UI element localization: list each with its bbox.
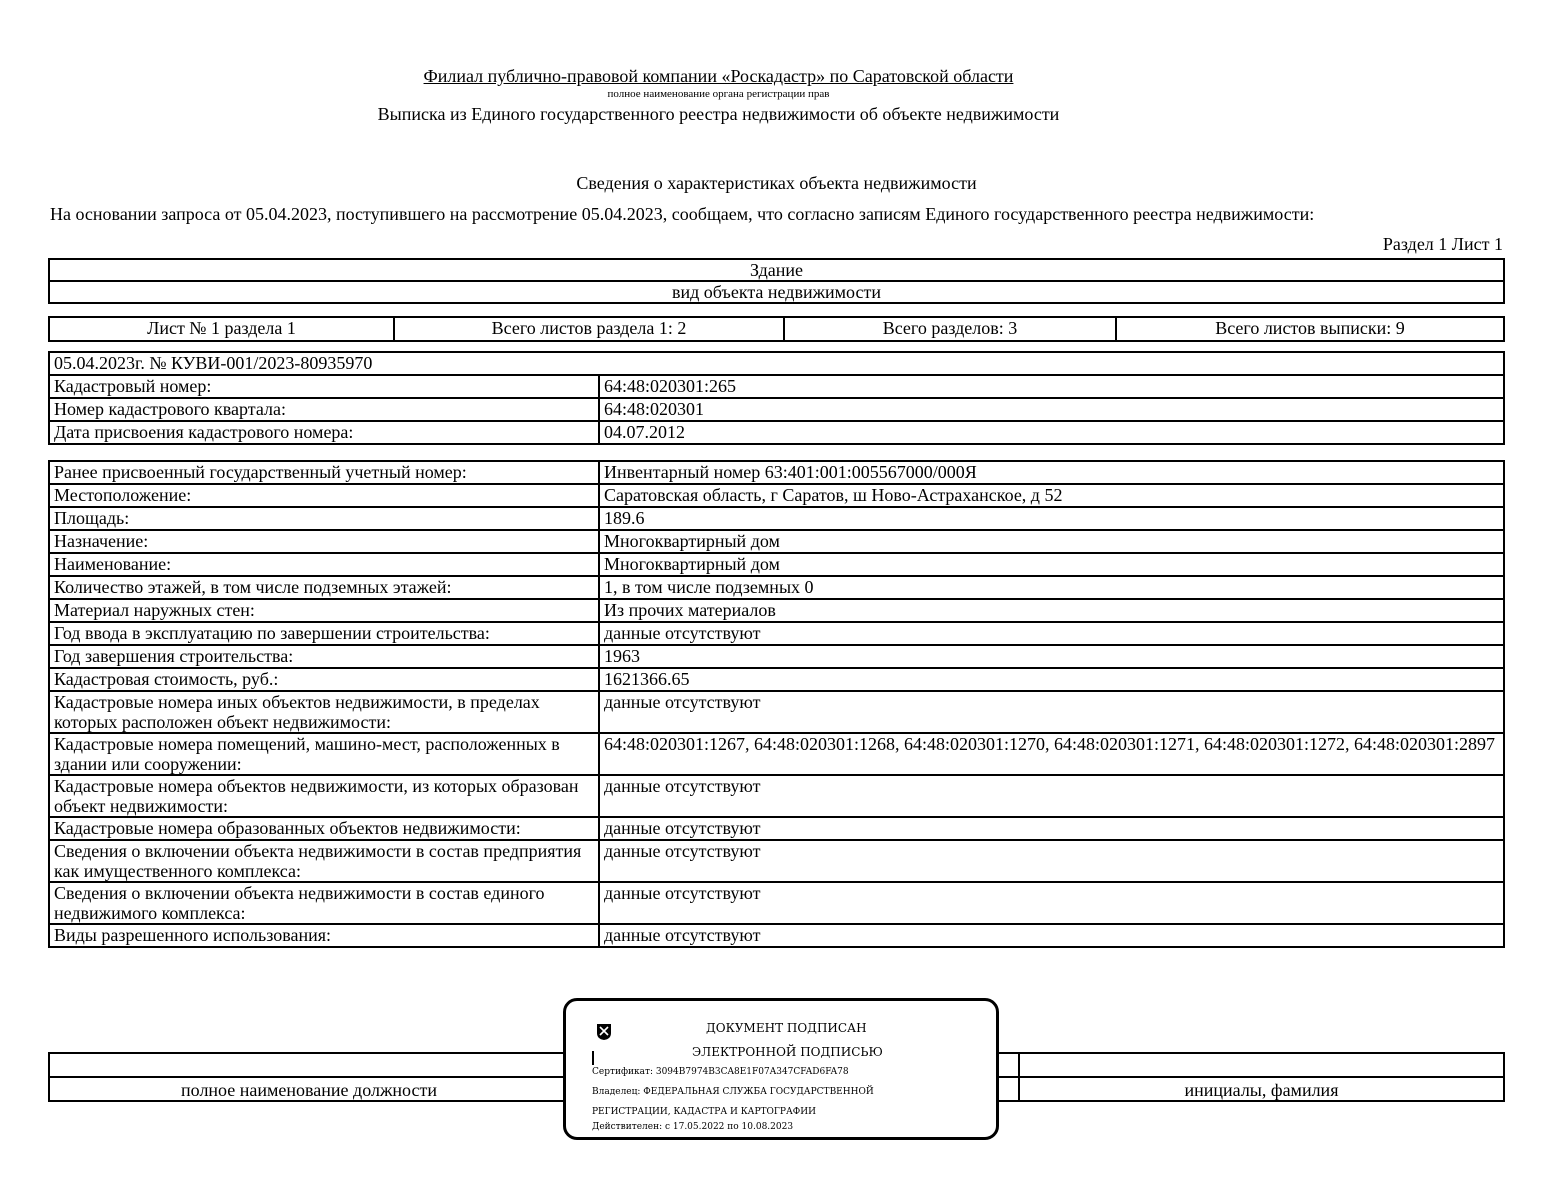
- stamp-line-1: ДОКУМЕНТ ПОДПИСАН: [706, 1021, 867, 1035]
- table-row: [49, 924, 1504, 947]
- table-row-value: 1, в том числе подземных 0: [599, 576, 1504, 599]
- table-row-label: Виды разрешенного использования:: [49, 924, 599, 947]
- table-row: [49, 622, 1504, 645]
- table-row-label: Кадастровые номера иных объектов недвижимости, в пределах которых расположен объект недвижимости:: [49, 691, 599, 733]
- table-row-value: данные отсутствуют: [599, 882, 1504, 924]
- table-row: [49, 484, 1504, 507]
- table-row-label: Номер кадастрового квартала:: [49, 398, 599, 421]
- table-row-value: данные отсутствуют: [599, 924, 1504, 947]
- table-row: [49, 668, 1504, 691]
- table-row: [49, 840, 1504, 882]
- table-row: [49, 553, 1504, 576]
- section-sheet-reference: Раздел 1 Лист 1: [1382, 234, 1503, 254]
- sheets-in-section: Всего листов раздела 1: 2: [394, 317, 784, 341]
- identification-table: [48, 351, 1505, 445]
- table-row: [49, 461, 1504, 484]
- table-row-value: 1621366.65: [599, 668, 1504, 691]
- name-caption: инициалы, фамилия: [1019, 1077, 1504, 1101]
- table-row-value: Из прочих материалов: [599, 599, 1504, 622]
- table-row-label: Кадастровые номера объектов недвижимости, из которых образован объект недвижимости:: [49, 775, 599, 817]
- table-row: [49, 645, 1504, 668]
- coat-of-arms-icon: [596, 1023, 612, 1041]
- cadastral-date: 04.07.2012: [599, 421, 1504, 444]
- table-row-value: 64:48:020301:1267, 64:48:020301:1268, 64:48:020301:1270, 64:48:020301:1271, 64:48:020301:1272, 64:48:020301:2897: [599, 733, 1504, 775]
- table-row-label: Год завершения строительства:: [49, 645, 599, 668]
- table-row-label: Количество этажей, в том числе подземных этажей:: [49, 576, 599, 599]
- agency-name: Филиал публично-правовой компании «Роскадастр» по Саратовской области: [423, 66, 1014, 86]
- cadastral-quarter: 64:48:020301: [599, 398, 1504, 421]
- table-row: [49, 817, 1504, 840]
- agency-caption: полное наименование органа регистрации прав: [607, 88, 830, 100]
- table-row: [49, 576, 1504, 599]
- table-row-value: 1963: [599, 645, 1504, 668]
- table-row-label: Кадастровые номера образованных объектов недвижимости:: [49, 817, 599, 840]
- table-row-label: Кадастровые номера помещений, машино-мест, расположенных в здании или сооружении:: [49, 733, 599, 775]
- stamp-certificate: Сертификат: 3094B7974B3CA8E1F07A347CFAD6FA78: [592, 1067, 849, 1077]
- table-row-label: Материал наружных стен:: [49, 599, 599, 622]
- characteristics-table: [48, 460, 1505, 948]
- table-row-value: данные отсутствуют: [599, 817, 1504, 840]
- table-row-label: Назначение:: [49, 530, 599, 553]
- table-row-value: данные отсутствуют: [599, 840, 1504, 882]
- table-row-label: Сведения о включении объекта недвижимости в состав единого недвижимого комплекса:: [49, 882, 599, 924]
- table-row-label: Наименование:: [49, 553, 599, 576]
- extract-title: Выписка из Единого государственного реестра недвижимости об объекте недвижимости: [377, 104, 1060, 124]
- table-row-label: Год ввода в эксплуатацию по завершении строительства:: [49, 622, 599, 645]
- table-row-label: Местоположение:: [49, 484, 599, 507]
- table-row-value: данные отсутствуют: [599, 622, 1504, 645]
- table-row-label: Кадастровый номер:: [49, 375, 599, 398]
- table-row: [49, 599, 1504, 622]
- table-row-label: Площадь:: [49, 507, 599, 530]
- table-row-value: Инвентарный номер 63:401:001:005567000/000Я: [599, 461, 1504, 484]
- sections-total: Всего разделов: 3: [784, 317, 1116, 341]
- table-row: [49, 691, 1504, 733]
- table-row-value: Многоквартирный дом: [599, 553, 1504, 576]
- table-row-label: Дата присвоения кадастрового номера:: [49, 421, 599, 444]
- table-row-label: Кадастровая стоимость, руб.:: [49, 668, 599, 691]
- sheet-number: Лист № 1 раздела 1: [49, 317, 394, 341]
- sheet-info-table: [48, 316, 1505, 342]
- table-row-value: данные отсутствуют: [599, 775, 1504, 817]
- stamp-owner-cont: РЕГИСТРАЦИИ, КАДАСТРА И КАРТОГРАФИИ: [592, 1107, 816, 1117]
- object-kind-caption: вид объекта недвижимости: [49, 281, 1504, 303]
- request-basis-text: На основании запроса от 05.04.2023, поступившего на рассмотрение 05.04.2023, сообщаем, что согласно записям Единого государственного реестра недвижимости:: [50, 204, 1315, 224]
- table-row-label: Сведения о включении объекта недвижимости в состав предприятия как имущественного комплекса:: [49, 840, 599, 882]
- stamp-line-2: ЭЛЕКТРОННОЙ ПОДПИСЬЮ: [692, 1045, 883, 1059]
- table-row-value: Саратовская область, г Саратов, ш Ново-Астраханское, д 52: [599, 484, 1504, 507]
- object-kind-table: [48, 258, 1505, 304]
- electronic-signature-stamp: [563, 998, 999, 1140]
- table-row-value: 189.6: [599, 507, 1504, 530]
- stamp-owner: Владелец: ФЕДЕРАЛЬНАЯ СЛУЖБА ГОСУДАРСТВЕННОЙ: [592, 1087, 874, 1097]
- position-caption: полное наименование должности: [49, 1077, 569, 1101]
- table-row-value: Многоквартирный дом: [599, 530, 1504, 553]
- table-row: [49, 775, 1504, 817]
- table-row: [49, 882, 1504, 924]
- object-kind: Здание: [49, 259, 1504, 281]
- stamp-validity: Действителен: с 17.05.2022 по 10.08.2023: [592, 1122, 794, 1132]
- table-row: [49, 530, 1504, 553]
- table-row: [49, 507, 1504, 530]
- table-row-value: данные отсутствуют: [599, 691, 1504, 733]
- cadastral-number: 64:48:020301:265: [599, 375, 1504, 398]
- section-title: Сведения о характеристиках объекта недвижимости: [576, 173, 977, 193]
- table-row-label: Ранее присвоенный государственный учетный номер:: [49, 461, 599, 484]
- request-number: 05.04.2023г. № КУВИ-001/2023-80935970: [49, 352, 1504, 375]
- table-row: [49, 733, 1504, 775]
- sheets-total: Всего листов выписки: 9: [1116, 317, 1504, 341]
